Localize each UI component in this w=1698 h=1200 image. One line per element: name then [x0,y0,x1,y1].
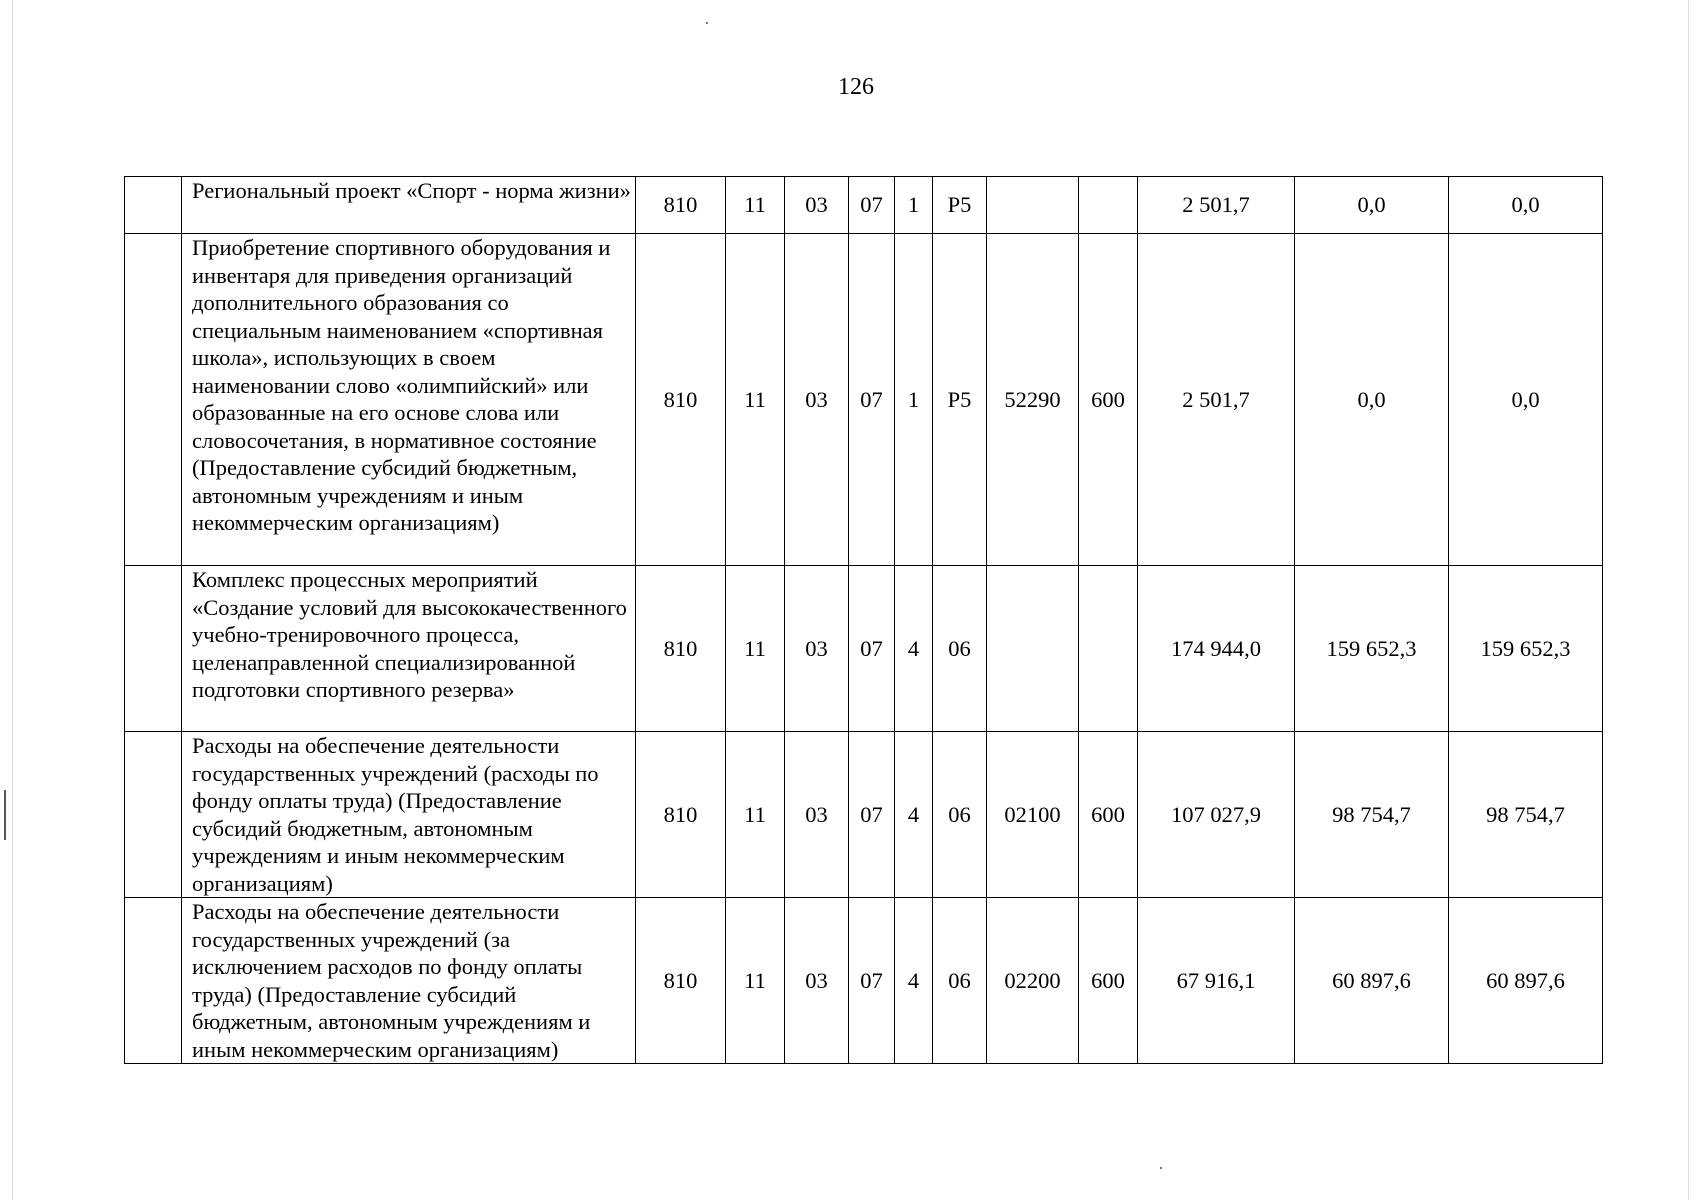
subsection-cell: 03 [785,234,849,566]
table-row [125,898,1603,1064]
scan-edge-left [12,0,13,1200]
code-cell: 810 [636,177,726,234]
description-cell: Комплекс процессных мероприятий «Создание условий для высококачественного учебно-тренировочного процесса, целенаправленной специализированной подготовки спортивного резерва» [182,566,636,732]
scan-dot-bottom [1160,1167,1162,1169]
index-cell [125,566,182,732]
scan-mark-left [4,790,6,840]
subprogram-cell: 1 [895,177,933,234]
item-cell: P5 [933,177,987,234]
target-cell: 02200 [987,898,1079,1064]
section-cell: 11 [726,234,785,566]
code-cell: 810 [636,898,726,1064]
code-cell: 810 [636,732,726,898]
year2-cell: 98 754,7 [1295,732,1449,898]
description-cell: Расходы на обеспечение деятельности государственных учреждений (за исключением расходов по фонду оплаты труда) (Предоставление субсидий бюджетным, автономным учреждениям и иным некоммерческим организациям) [182,898,636,1064]
year1-cell: 2 501,7 [1138,234,1295,566]
year3-cell: 60 897,6 [1449,898,1603,1064]
description-cell: Приобретение спортивного оборудования и инвентаря для приведения организаций дополнительного образования со специальным наименованием «спортивная школа», использующих в своем наименовании слово «олимпийский» или образованные на его основе слова или словосочетания, в нормативное состояние (Предоставление субсидий бюджетным, автономным учреждениям и иным некоммерческим организациям) [182,234,636,566]
year1-cell: 107 027,9 [1138,732,1295,898]
expense-type-cell [1079,566,1138,732]
item-cell: 06 [933,566,987,732]
year1-cell: 2 501,7 [1138,177,1295,234]
code-cell: 810 [636,234,726,566]
section-cell: 11 [726,898,785,1064]
description-cell: Расходы на обеспечение деятельности государственных учреждений (расходы по фонду оплаты труда) (Предоставление субсидий бюджетным, автономным учреждениям и иным некоммерческим организациям) [182,732,636,898]
item-cell: 06 [933,898,987,1064]
subprogram-cell: 4 [895,898,933,1064]
index-cell [125,177,182,234]
subprogram-cell: 1 [895,234,933,566]
year3-cell: 0,0 [1449,177,1603,234]
year1-cell: 67 916,1 [1138,898,1295,1064]
year2-cell: 159 652,3 [1295,566,1449,732]
year2-cell: 0,0 [1295,234,1449,566]
table-row [125,566,1603,732]
table-row [125,177,1603,234]
subsection-cell: 03 [785,732,849,898]
item-cell: P5 [933,234,987,566]
year1-cell: 174 944,0 [1138,566,1295,732]
code-cell: 810 [636,566,726,732]
target-cell: 02100 [987,732,1079,898]
expense-type-cell: 600 [1079,234,1138,566]
target-cell [987,177,1079,234]
index-cell [125,898,182,1064]
year3-cell: 159 652,3 [1449,566,1603,732]
table-row [125,732,1603,898]
section-cell: 11 [726,177,785,234]
table-row [125,234,1603,566]
scan-edge-right [1688,0,1689,1200]
target-cell [987,566,1079,732]
scan-dot-top [706,22,708,24]
subprogram-cell: 4 [895,732,933,898]
item-cell: 06 [933,732,987,898]
target-cell: 52290 [987,234,1079,566]
section-cell: 11 [726,732,785,898]
year2-cell: 0,0 [1295,177,1449,234]
program-cell: 07 [849,898,895,1064]
section-cell: 11 [726,566,785,732]
description-cell: Региональный проект «Спорт - норма жизни» [182,177,636,234]
subsection-cell: 03 [785,566,849,732]
program-cell: 07 [849,732,895,898]
budget-table [124,176,1603,1064]
expense-type-cell: 600 [1079,732,1138,898]
subsection-cell: 03 [785,177,849,234]
year2-cell: 60 897,6 [1295,898,1449,1064]
page-number: 126 [838,74,874,100]
subsection-cell: 03 [785,898,849,1064]
index-cell [125,732,182,898]
expense-type-cell: 600 [1079,898,1138,1064]
year3-cell: 0,0 [1449,234,1603,566]
index-cell [125,234,182,566]
program-cell: 07 [849,177,895,234]
program-cell: 07 [849,234,895,566]
year3-cell: 98 754,7 [1449,732,1603,898]
expense-type-cell [1079,177,1138,234]
program-cell: 07 [849,566,895,732]
subprogram-cell: 4 [895,566,933,732]
